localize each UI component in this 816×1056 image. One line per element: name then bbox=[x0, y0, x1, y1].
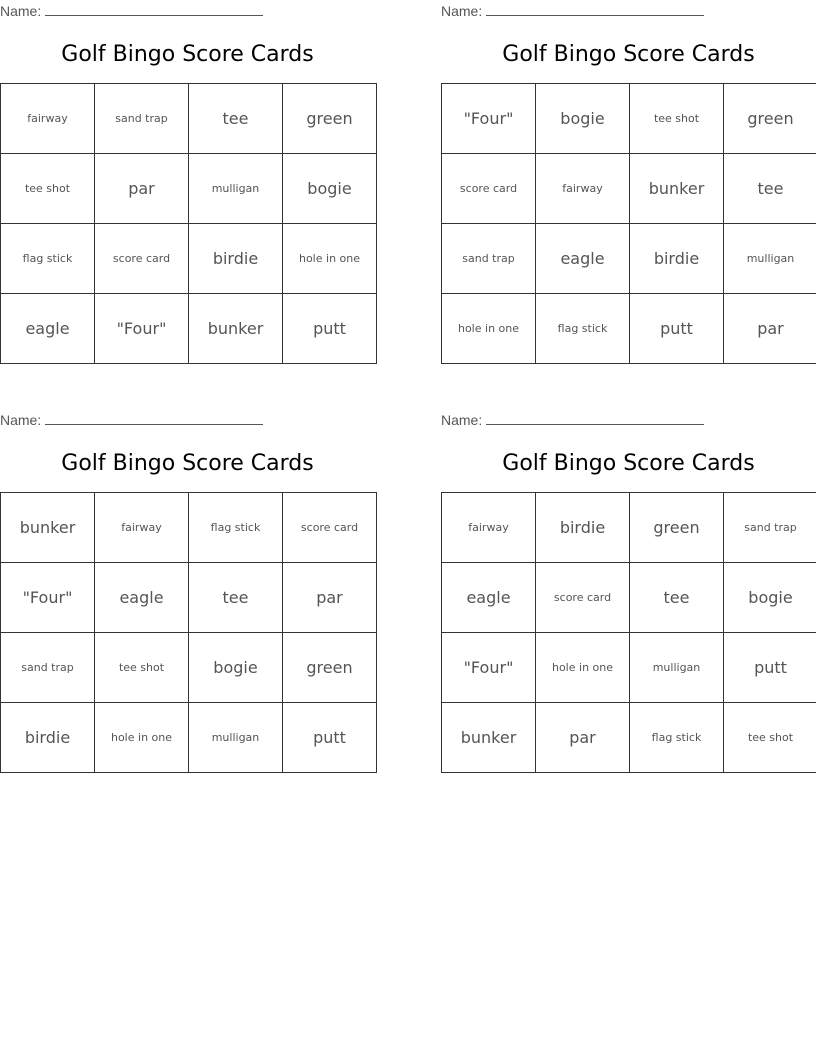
bingo-cell: "Four" bbox=[1, 563, 95, 633]
name-blank bbox=[486, 411, 704, 425]
bingo-cell: tee bbox=[724, 154, 816, 224]
bingo-row bbox=[1, 294, 377, 364]
bingo-cell: eagle bbox=[536, 224, 630, 294]
bingo-cell: score card bbox=[536, 563, 630, 633]
card-title: Golf Bingo Score Cards bbox=[502, 42, 755, 67]
bingo-cell: tee bbox=[630, 563, 724, 633]
card-title: Golf Bingo Score Cards bbox=[61, 451, 314, 476]
bingo-cell: mulligan bbox=[189, 703, 283, 773]
bingo-cell: fairway bbox=[536, 154, 630, 224]
bingo-cell: hole in one bbox=[442, 294, 536, 364]
bingo-row bbox=[442, 563, 816, 633]
bingo-cell: tee shot bbox=[630, 84, 724, 154]
bingo-row bbox=[1, 703, 377, 773]
name-label: Name: bbox=[0, 3, 42, 19]
name-line bbox=[0, 411, 263, 429]
bingo-grid bbox=[441, 83, 816, 364]
bingo-cell: tee shot bbox=[724, 703, 816, 773]
bingo-cell: green bbox=[283, 84, 377, 154]
bingo-cell: flag stick bbox=[189, 493, 283, 563]
bingo-cell: hole in one bbox=[95, 703, 189, 773]
bingo-cell: "Four" bbox=[95, 294, 189, 364]
bingo-cell: green bbox=[283, 633, 377, 703]
name-line bbox=[441, 411, 704, 429]
bingo-cell: par bbox=[724, 294, 816, 364]
bingo-cell: "Four" bbox=[442, 633, 536, 703]
bingo-cell: sand trap bbox=[442, 224, 536, 294]
bingo-cell: "Four" bbox=[442, 84, 536, 154]
bingo-row bbox=[442, 84, 816, 154]
bingo-cell: par bbox=[283, 563, 377, 633]
bingo-cell: fairway bbox=[1, 84, 95, 154]
bingo-cell: flag stick bbox=[536, 294, 630, 364]
bingo-cell: eagle bbox=[95, 563, 189, 633]
bingo-cell: tee shot bbox=[95, 633, 189, 703]
bingo-row bbox=[442, 633, 816, 703]
bingo-grid bbox=[441, 492, 816, 773]
bingo-cell: bogie bbox=[283, 154, 377, 224]
bingo-cell: green bbox=[630, 493, 724, 563]
bingo-cell: green bbox=[724, 84, 816, 154]
bingo-cell: tee bbox=[189, 84, 283, 154]
bingo-grid bbox=[0, 492, 377, 773]
bingo-cell: sand trap bbox=[724, 493, 816, 563]
bingo-cell: birdie bbox=[536, 493, 630, 563]
card-title: Golf Bingo Score Cards bbox=[61, 42, 314, 67]
name-label: Name: bbox=[441, 412, 483, 428]
name-label: Name: bbox=[441, 3, 483, 19]
bingo-cell: sand trap bbox=[95, 84, 189, 154]
bingo-cell: par bbox=[536, 703, 630, 773]
name-line bbox=[0, 2, 263, 20]
bingo-cell: bogie bbox=[536, 84, 630, 154]
bingo-cell: eagle bbox=[442, 563, 536, 633]
bingo-row bbox=[442, 224, 816, 294]
bingo-cell: flag stick bbox=[630, 703, 724, 773]
bingo-cell: mulligan bbox=[724, 224, 816, 294]
bingo-cell: flag stick bbox=[1, 224, 95, 294]
bingo-cell: putt bbox=[283, 294, 377, 364]
bingo-cell: birdie bbox=[630, 224, 724, 294]
name-blank bbox=[486, 2, 704, 16]
bingo-row bbox=[442, 154, 816, 224]
card-title: Golf Bingo Score Cards bbox=[502, 451, 755, 476]
name-blank bbox=[45, 411, 263, 425]
bingo-cell: birdie bbox=[189, 224, 283, 294]
bingo-cell: putt bbox=[630, 294, 724, 364]
bingo-cell: putt bbox=[283, 703, 377, 773]
bingo-cell: par bbox=[95, 154, 189, 224]
bingo-cell: putt bbox=[724, 633, 816, 703]
bingo-cell: score card bbox=[95, 224, 189, 294]
bingo-row bbox=[1, 493, 377, 563]
bingo-cell: fairway bbox=[442, 493, 536, 563]
bingo-row bbox=[1, 224, 377, 294]
bingo-cell: sand trap bbox=[1, 633, 95, 703]
bingo-cell: bunker bbox=[442, 703, 536, 773]
bingo-cell: score card bbox=[283, 493, 377, 563]
bingo-row bbox=[1, 563, 377, 633]
bingo-cell: hole in one bbox=[283, 224, 377, 294]
bingo-cell: bogie bbox=[189, 633, 283, 703]
name-blank bbox=[45, 2, 263, 16]
bingo-cell: score card bbox=[442, 154, 536, 224]
bingo-cell: birdie bbox=[1, 703, 95, 773]
bingo-cell: bunker bbox=[1, 493, 95, 563]
bingo-cell: eagle bbox=[1, 294, 95, 364]
bingo-cell: tee shot bbox=[1, 154, 95, 224]
bingo-cell: tee bbox=[189, 563, 283, 633]
bingo-row bbox=[442, 294, 816, 364]
name-line bbox=[441, 2, 704, 20]
bingo-cell: bunker bbox=[189, 294, 283, 364]
bingo-cell: hole in one bbox=[536, 633, 630, 703]
bingo-grid bbox=[0, 83, 377, 364]
bingo-row bbox=[442, 703, 816, 773]
bingo-row bbox=[442, 493, 816, 563]
bingo-cell: mulligan bbox=[189, 154, 283, 224]
bingo-row bbox=[1, 154, 377, 224]
bingo-cell: mulligan bbox=[630, 633, 724, 703]
bingo-row bbox=[1, 84, 377, 154]
bingo-cell: bogie bbox=[724, 563, 816, 633]
bingo-cell: fairway bbox=[95, 493, 189, 563]
name-label: Name: bbox=[0, 412, 42, 428]
bingo-cell: bunker bbox=[630, 154, 724, 224]
bingo-row bbox=[1, 633, 377, 703]
